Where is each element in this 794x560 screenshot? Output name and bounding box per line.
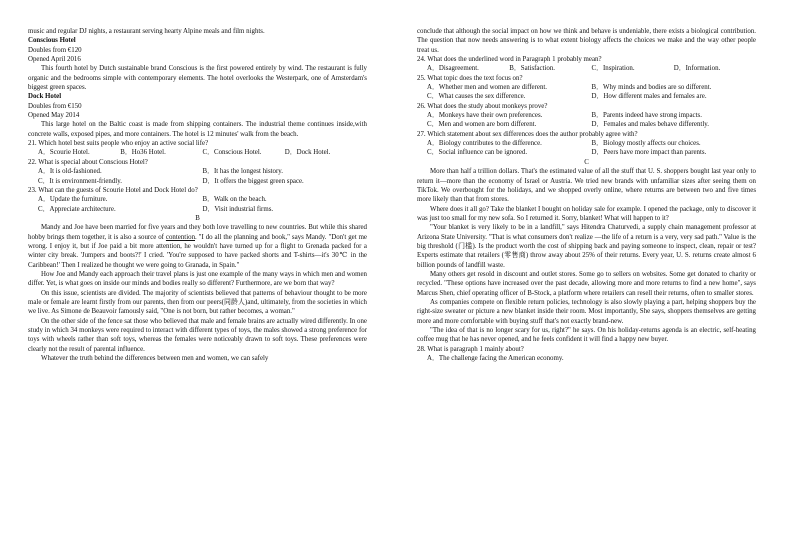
option-26-a[interactable]: A．Monkeys have their own preferences. xyxy=(427,112,543,120)
passage-c-paragraph-3: "Your blanket is very likely to be in a landfill," says Hitendra Chaturvedi, a supply chain management professor at Arizona State University. "That is what consumers don't realize —the life of a return is a very, very sad path." Value is the big threshold (门槛). Is the product worth the cost of shipping back and paying someone to inspect, clean, repair or test? Experts estimate that retailers (零售商) throw away about 25% of their returns. Every year, U. S. returns create almost 6 billion pounds of landfill waste. xyxy=(417,224,756,269)
question-23: 23. What can the guests of Scourie Hotel and Dock Hotel do? xyxy=(28,186,198,194)
hotel-continuation-text: music and regular DJ nights, a restaurant serving hearty Alpine meals and film nights. xyxy=(28,28,265,35)
question-28: 28. What is paragraph 1 mainly about? xyxy=(417,345,524,353)
option-26-d[interactable]: D．Females and males behave differently. xyxy=(591,121,709,129)
option-25-b[interactable]: B．Why minds and bodies are so different. xyxy=(591,84,712,92)
hotel-description-conscious: This fourth hotel by Dutch sustainable brand Conscious is the first powered entirely by wind. The restaurant is fully organic and the bedrooms simple with contemporary elements. The hotel overlooks the Westerpark, one of Amsterdam's biggest green spaces. xyxy=(28,65,367,92)
option-22-c[interactable]: C．It is environment-friendly. xyxy=(38,177,122,185)
option-22-b[interactable]: B．It has the longest history. xyxy=(202,168,284,176)
option-24-b[interactable]: B．Satisfaction. xyxy=(509,65,555,73)
option-22-d[interactable]: D．It offers the biggest green space. xyxy=(202,177,304,185)
option-24-d[interactable]: D．Information. xyxy=(673,65,721,73)
question-24: 24. What does the underlined word in Paragraph 1 probably mean? xyxy=(417,56,602,64)
hotel-heading-dock: Dock Hotel xyxy=(28,93,62,101)
option-27-b[interactable]: B．Biology mostly affects our choices. xyxy=(591,140,701,148)
hotel-heading-conscious: Conscious Hotel xyxy=(28,37,76,45)
passage-b-paragraph-2: How Joe and Mandy each approach their travel plans is just one example of the many ways in which men and women differ. Yet, is what goes on inside our minds and bodies really so different? Furthermore, are we born that way? xyxy=(28,270,367,288)
hotel-opened-conscious: Opened April 2016 xyxy=(28,56,81,64)
option-27-d[interactable]: D．Peers have more impact than parents. xyxy=(591,149,707,157)
passage-b-paragraph-4: On the other side of the fence sat those who believed that male and female brains are actually wired differently. In one study in which 34 monkeys were required to interact with different types of toys, the males showed a strong preference for toys with wheels rather than soft toys, whereas the females were noticeably drawn to soft toys. These preferences were clearly not the result of parental influence. xyxy=(28,317,367,353)
hotel-description-dock: This large hotel on the Baltic coast is made from shipping containers. The industrial theme continues inside,with concrete walls, exposed pipes, and more containers. The hotel is 12 minutes' walk from the beach. xyxy=(28,121,367,138)
question-22: 22. What is special about Conscious Hotel? xyxy=(28,158,148,166)
question-28-options xyxy=(417,354,756,363)
passage-c-paragraph-6: "The idea of that is no longer scary for us, right?" he says. On his holiday-returns agenda is an electric, self-heating coffee mug that he has never opened, and he feels confident it will find a happy new buyer. xyxy=(417,327,756,344)
option-22-a[interactable]: A．It is old-fashioned. xyxy=(38,168,102,176)
passage-c-paragraph-2: Where does it all go? Take the blanket I bought on holiday sale for example. I opened the package, only to discover it was just too small for my new sofa. So I returned it. Sorry, blanket! What will happen to it? xyxy=(417,205,756,222)
option-21-d[interactable]: D．Dock Hotel. xyxy=(284,149,331,157)
question-25: 25. What topic does the text focus on? xyxy=(417,74,523,82)
section-label-b: B xyxy=(195,214,200,222)
passage-c-paragraph-1: More than half a trillion dollars. That's the estimated value of all the stuff that U. S. shoppers bought last year only to return it—more than the economy of Israel or Austria. We tried new brands with unfamiliar sizes after seeing them on TikTok. We overbought for the holidays, and we shopped overly online, where returns are between two and five times more likely than that from stores. xyxy=(417,168,756,204)
question-21-options xyxy=(28,148,367,157)
passage-b-conclusion: conclude that although the social impact on how we think and behave is undeniable, there exists a biological contribution. The question that now needs answering is to what extent biology affects the choices we make and the way other people treat us. xyxy=(417,28,756,54)
option-27-c[interactable]: C．Social influence can be ignored. xyxy=(427,149,528,157)
option-21-c[interactable]: C．Conscious Hotel. xyxy=(202,149,262,157)
section-label-c: C xyxy=(584,158,589,166)
hotel-opened-dock: Opened May 2014 xyxy=(28,112,80,120)
question-21: 21. Which hotel best suits people who enjoy an active social life? xyxy=(28,140,209,148)
underlined-word: contention xyxy=(165,233,196,241)
right-column xyxy=(417,27,756,363)
passage-b-paragraph-1 xyxy=(28,223,367,270)
option-23-d[interactable]: D．Visit industrial firms. xyxy=(202,205,274,213)
hotel-price-conscious: Doubles from €120 xyxy=(28,46,82,54)
question-27: 27. Which statement about sex differences does the author probably agree with? xyxy=(417,130,638,138)
question-25-options xyxy=(417,83,756,102)
option-25-d[interactable]: D．How different males and females are. xyxy=(591,93,707,101)
question-23-options xyxy=(28,195,367,214)
option-21-a[interactable]: A．Scourie Hotel. xyxy=(38,149,90,157)
option-24-c[interactable]: C．Inspiration. xyxy=(591,65,635,73)
hotel-price-dock: Doubles from €150 xyxy=(28,102,82,110)
question-27-options xyxy=(417,139,756,158)
option-28-a[interactable]: A．The challenge facing the American economy. xyxy=(427,355,564,363)
passage-b-p1-rest: . "I do all the planning and book," says Mandy. "Don't get me wrong. I enjoy it, but if Joe paid a bit more attention, he wouldn't have turned up for a flight to Grenada packed for a winter city break. 'Jumpers and boots?!' I cried. 'You're supposed to have packed shorts and T-shirts—it's 30℃ in the Caribbean!' Then I realized he thought we were going to Granada, in Spain." xyxy=(28,233,367,269)
passage-c-paragraph-4: Many others get resold in discount and outlet stores. Some go to sellers on websites. Some get donated to charity or recycled. "These options have increased over the past decade, allowing more and more returns to find a new home", says Marcus Shen, chief operating officer of B-Stock, a platform where retailers can resell their returns, often to smaller stores. xyxy=(417,270,756,297)
option-26-c[interactable]: C．Men and women are born different. xyxy=(427,121,537,129)
left-column xyxy=(28,27,367,363)
option-26-b[interactable]: B．Parents indeed have strong impacts. xyxy=(591,112,702,120)
option-24-a[interactable]: A．Disagreement. xyxy=(427,65,479,73)
option-23-a[interactable]: A．Update the furniture. xyxy=(38,196,108,204)
option-25-a[interactable]: A．Whether men and women are different. xyxy=(427,84,548,92)
passage-c-paragraph-5: As companies compete on flexible return policies, technology is also slowly playing a part, helping shoppers buy the right-size sweater or picture a new blanket inside their room. Most importantly, She says, shoppers themselves are getting more and more comfortable with buying stuff that's not exactly brand-new. xyxy=(417,298,756,325)
option-25-c[interactable]: C．What causes the sex difference. xyxy=(427,93,526,101)
question-26-options xyxy=(417,111,756,130)
passage-b-paragraph-5: Whatever the truth behind the differences between men and women, we can safely xyxy=(41,355,269,363)
passage-b-p1-start: Mandy and Joe have been married for five years and they both love travelling to new countries. But while this shared hobby brings them together, it is also a source of xyxy=(28,224,367,241)
question-26: 26. What does the study about monkeys prove? xyxy=(417,102,548,110)
option-21-b[interactable]: B．Ho36 Hotel. xyxy=(120,149,166,157)
question-22-options xyxy=(28,167,367,186)
option-23-b[interactable]: B．Walk on the beach. xyxy=(202,196,267,204)
option-23-c[interactable]: C．Appreciate architecture. xyxy=(38,205,116,213)
option-27-a[interactable]: A．Biology contributes to the difference. xyxy=(427,140,542,148)
question-24-options xyxy=(417,64,756,73)
passage-b-paragraph-3: On this issue, scientists are divided. The majority of scientists believed that patterns of behaviour thought to be more male or female are learnt firstly from our parents, then from our peers(同龄人)and, ultimately, from the societies in which we live. As Simone de Beauvoir famously said, "One is not born, but rather becomes, a woman." xyxy=(28,289,367,316)
